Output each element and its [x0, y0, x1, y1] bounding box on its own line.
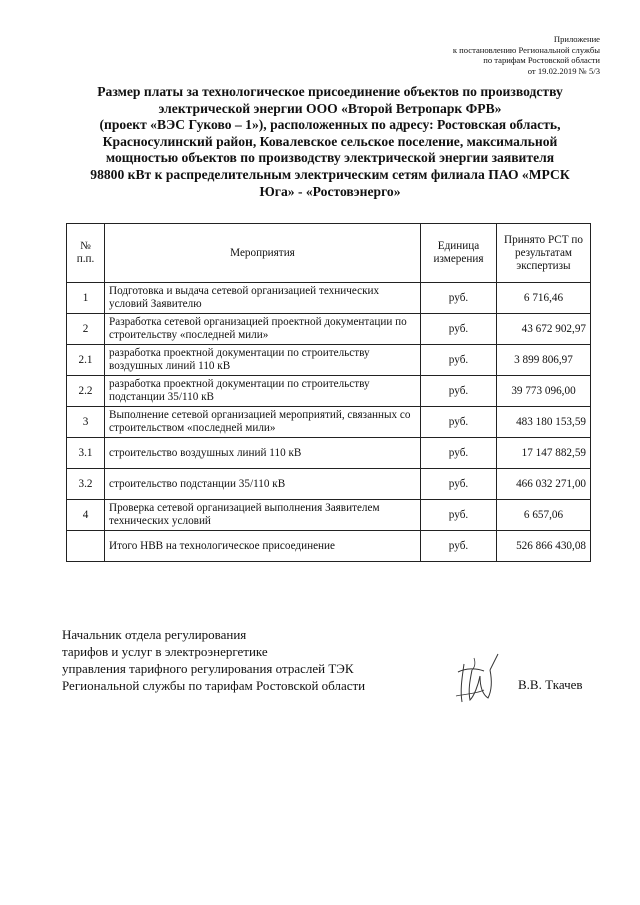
- table-row: [67, 345, 591, 376]
- title-line: 98800 кВт к распределительным электрическим сетям филиала ПАО «МРСК: [90, 166, 570, 182]
- row-unit: руб.: [421, 438, 497, 469]
- row-num: 2.1: [67, 345, 105, 376]
- row-desc: разработка проектной документации по строительству подстанции 35/110 кВ: [105, 376, 421, 407]
- row-num: 2: [67, 314, 105, 345]
- row-unit: руб.: [421, 314, 497, 345]
- row-desc: Разработка сетевой организацией проектной документации по строительству «последней мили»: [105, 314, 421, 345]
- row-unit: руб.: [421, 345, 497, 376]
- table-row: [67, 283, 591, 314]
- title-line: Юга» - «Ростовэнерго»: [259, 183, 401, 199]
- row-num: 1: [67, 283, 105, 314]
- row-desc: строительство подстанции 35/110 кВ: [105, 469, 421, 500]
- row-value: 483 180 153,59: [497, 407, 591, 438]
- row-desc: разработка проектной документации по строительству воздушных линий 110 кВ: [105, 345, 421, 376]
- row-unit: руб.: [421, 407, 497, 438]
- row-num: 3: [67, 407, 105, 438]
- row-num: 2.2: [67, 376, 105, 407]
- row-desc: Проверка сетевой организацией выполнения Заявителем технических условий: [105, 500, 421, 531]
- title-line: Размер платы за технологическое присоединение объектов по производству: [97, 84, 563, 99]
- row-unit: руб.: [421, 376, 497, 407]
- table-row: [67, 314, 591, 345]
- appendix-line: от 19.02.2019 № 5/3: [527, 65, 600, 76]
- row-unit: руб.: [421, 469, 497, 500]
- position-line: управления тарифного регулирования отраслей ТЭК: [62, 661, 354, 676]
- appendix-note: [453, 34, 600, 76]
- row-value: 17 147 882,59: [497, 438, 591, 469]
- title-line: мощностью объектов по производству электрической энергии заявителя: [105, 150, 555, 166]
- row-desc: Выполнение сетевой организацией мероприятий, связанных со строительством «последней мили»: [105, 407, 421, 438]
- header-num: № п.п.: [67, 224, 105, 283]
- row-desc: строительство воздушных линий 110 кВ: [105, 438, 421, 469]
- table-row: [67, 469, 591, 500]
- row-num: 4: [67, 500, 105, 531]
- row-num: 3.1: [67, 438, 105, 469]
- total-value: 526 866 430,08: [497, 531, 591, 562]
- position-line: тарифов и услуг в электроэнергетике: [62, 644, 268, 659]
- table-row: [67, 407, 591, 438]
- signature-icon: [450, 650, 500, 710]
- table-row: [67, 376, 591, 407]
- header-unit: Единица измерения: [421, 224, 497, 283]
- row-unit: руб.: [421, 283, 497, 314]
- header-accepted: Принято РСТ по результатам экспертизы: [497, 224, 591, 283]
- handwritten-signature: [450, 650, 500, 715]
- row-value: 6 716,46: [497, 283, 591, 314]
- row-num: 3.2: [67, 469, 105, 500]
- row-value: 3 899 806,97: [497, 345, 591, 376]
- title-line: Красносулинский район, Ковалевское сельское поселение, максимальной: [102, 133, 558, 149]
- row-value: 466 032 271,00: [497, 469, 591, 500]
- document-title: [52, 84, 608, 200]
- row-value: 43 672 902,97: [497, 314, 591, 345]
- table-row: [67, 500, 591, 531]
- position-line: Начальник отдела регулирования: [62, 627, 247, 642]
- row-unit: руб.: [421, 500, 497, 531]
- total-unit: руб.: [421, 531, 497, 562]
- signatory-name: В.В. Ткачев: [518, 677, 583, 692]
- total-label: Итого НВВ на технологическое присоединение: [105, 531, 421, 562]
- table-total-row: [67, 531, 591, 562]
- position-line: Региональной службы по тарифам Ростовской области: [62, 678, 366, 693]
- table-header-row: [67, 224, 591, 283]
- appendix-line: к постановлению Региональной службы: [452, 44, 600, 55]
- title-line: (проект «ВЭС Гуково – 1»), расположенных по адресу: Ростовская область,: [99, 117, 561, 133]
- table-row: [67, 438, 591, 469]
- header-measure: Мероприятия: [105, 224, 421, 283]
- row-desc: Подготовка и выдача сетевой организацией технических условий Заявителю: [105, 283, 421, 314]
- signatory-position: [62, 626, 365, 694]
- appendix-line: Приложение: [553, 34, 600, 44]
- row-value: 39 773 096,00: [497, 376, 591, 407]
- row-value: 6 657,06: [497, 500, 591, 531]
- total-num-cell: [67, 531, 105, 562]
- title-line: электрической энергии ООО «Второй Ветропарк ФРВ»: [158, 100, 502, 116]
- appendix-line: по тарифам Ростовской области: [483, 55, 600, 65]
- fees-table: [66, 223, 591, 562]
